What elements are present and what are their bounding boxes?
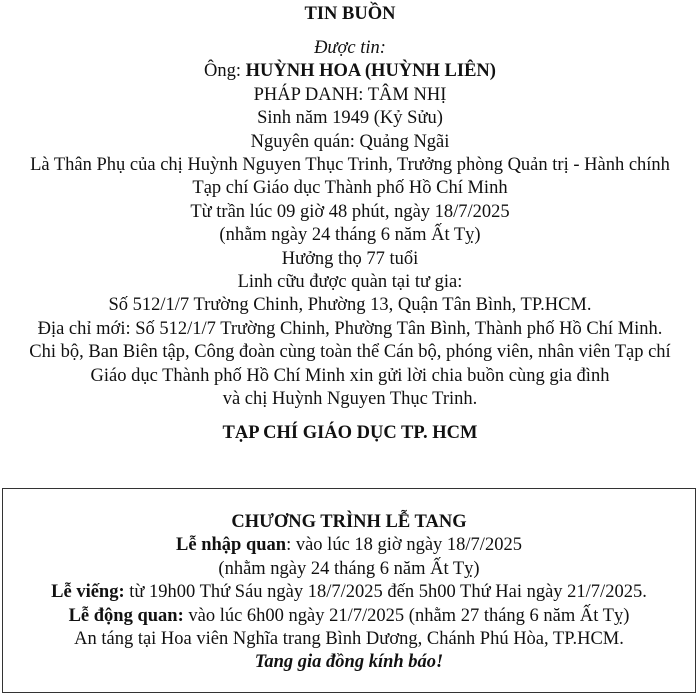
- encoffin-text: : vào lúc 18 giờ ngày 18/7/2025: [286, 535, 522, 556]
- age-line: Hưởng thọ 77 tuổi: [281, 248, 419, 269]
- deceased-name-line: [0, 60, 700, 83]
- notice-title: TIN BUỒN: [304, 4, 396, 24]
- lunar-date-line: (nhằm ngày 24 tháng 6 năm Ất Tỵ): [219, 225, 481, 246]
- old-address-line: Số 512/1/7 Trường Chinh, Phường 13, Quận Tân Bình, TP.HCM.: [108, 295, 592, 316]
- funeral-label: Lễ động quan:: [68, 605, 184, 626]
- visit-line: [3, 581, 695, 604]
- closing-line: Tang gia đồng kính báo!: [254, 652, 444, 673]
- birth-year: Sinh năm 1949 (Kỷ Sửu): [257, 108, 443, 129]
- encoffin-label: Lễ nhập quan: [176, 535, 287, 556]
- condolence-line-3: và chị Huỳnh Nguyen Thục Trinh.: [222, 389, 478, 410]
- visit-text: từ 19h00 Thứ Sáu ngày 18/7/2025 đến 5h00 Thứ Hai ngày 21/7/2025.: [124, 582, 647, 603]
- relation-line: Là Thân Phụ của chị Huỳnh Nguyen Thục Trinh, Trưởng phòng Quản trị - Hành chính: [30, 155, 670, 176]
- funeral-program-box: [2, 488, 696, 693]
- workplace-line: Tạp chí Giáo dục Thành phố Hồ Chí Minh: [192, 178, 508, 199]
- condolence-line-2: Giáo dục Thành phố Hồ Chí Minh xin gửi lời chia buồn cùng gia đình: [90, 365, 610, 386]
- dharma-name: PHÁP DANH: TÂM NHỊ: [253, 84, 447, 105]
- encoffin-line: [3, 534, 695, 557]
- death-time-line: Từ trần lúc 09 giờ 48 phút, ngày 18/7/2025: [190, 201, 510, 222]
- intro-line: Được tin:: [314, 38, 386, 58]
- burial-line: An táng tại Hoa viên Nghĩa trang Bình Dương, Chánh Phú Hòa, TP.HCM.: [74, 629, 624, 650]
- program-title: CHƯƠNG TRÌNH LỄ TANG: [231, 512, 467, 532]
- name-prefix: Ông:: [204, 61, 246, 82]
- encoffin-lunar-line: (nhằm ngày 24 tháng 6 năm Ất Tỵ): [218, 558, 480, 579]
- deceased-name: HUỲNH HOA (HUỲNH LIÊN): [245, 61, 496, 82]
- funeral-program-content: [3, 511, 695, 675]
- new-address-line: Địa chỉ mới: Số 512/1/7 Trường Chinh, Phường Tân Bình, Thành phố Hồ Chí Minh.: [37, 318, 663, 339]
- organization-signature: TẠP CHÍ GIÁO DỤC TP. HCM: [222, 422, 478, 443]
- visit-label: Lễ viếng:: [51, 582, 125, 603]
- coffin-place-line: Linh cữu được quàn tại tư gia:: [237, 272, 463, 293]
- funeral-text: vào lúc 6h00 ngày 21/7/2025 (nhằm 27 tháng 6 năm Ất Tỵ): [183, 605, 630, 626]
- origin-line: Nguyên quán: Quảng Ngãi: [250, 131, 450, 152]
- funeral-line: [3, 605, 695, 628]
- condolence-line-1: Chi bộ, Ban Biên tập, Công đoàn cùng toàn thể Cán bộ, phóng viên, nhân viên Tạp chí: [29, 342, 671, 363]
